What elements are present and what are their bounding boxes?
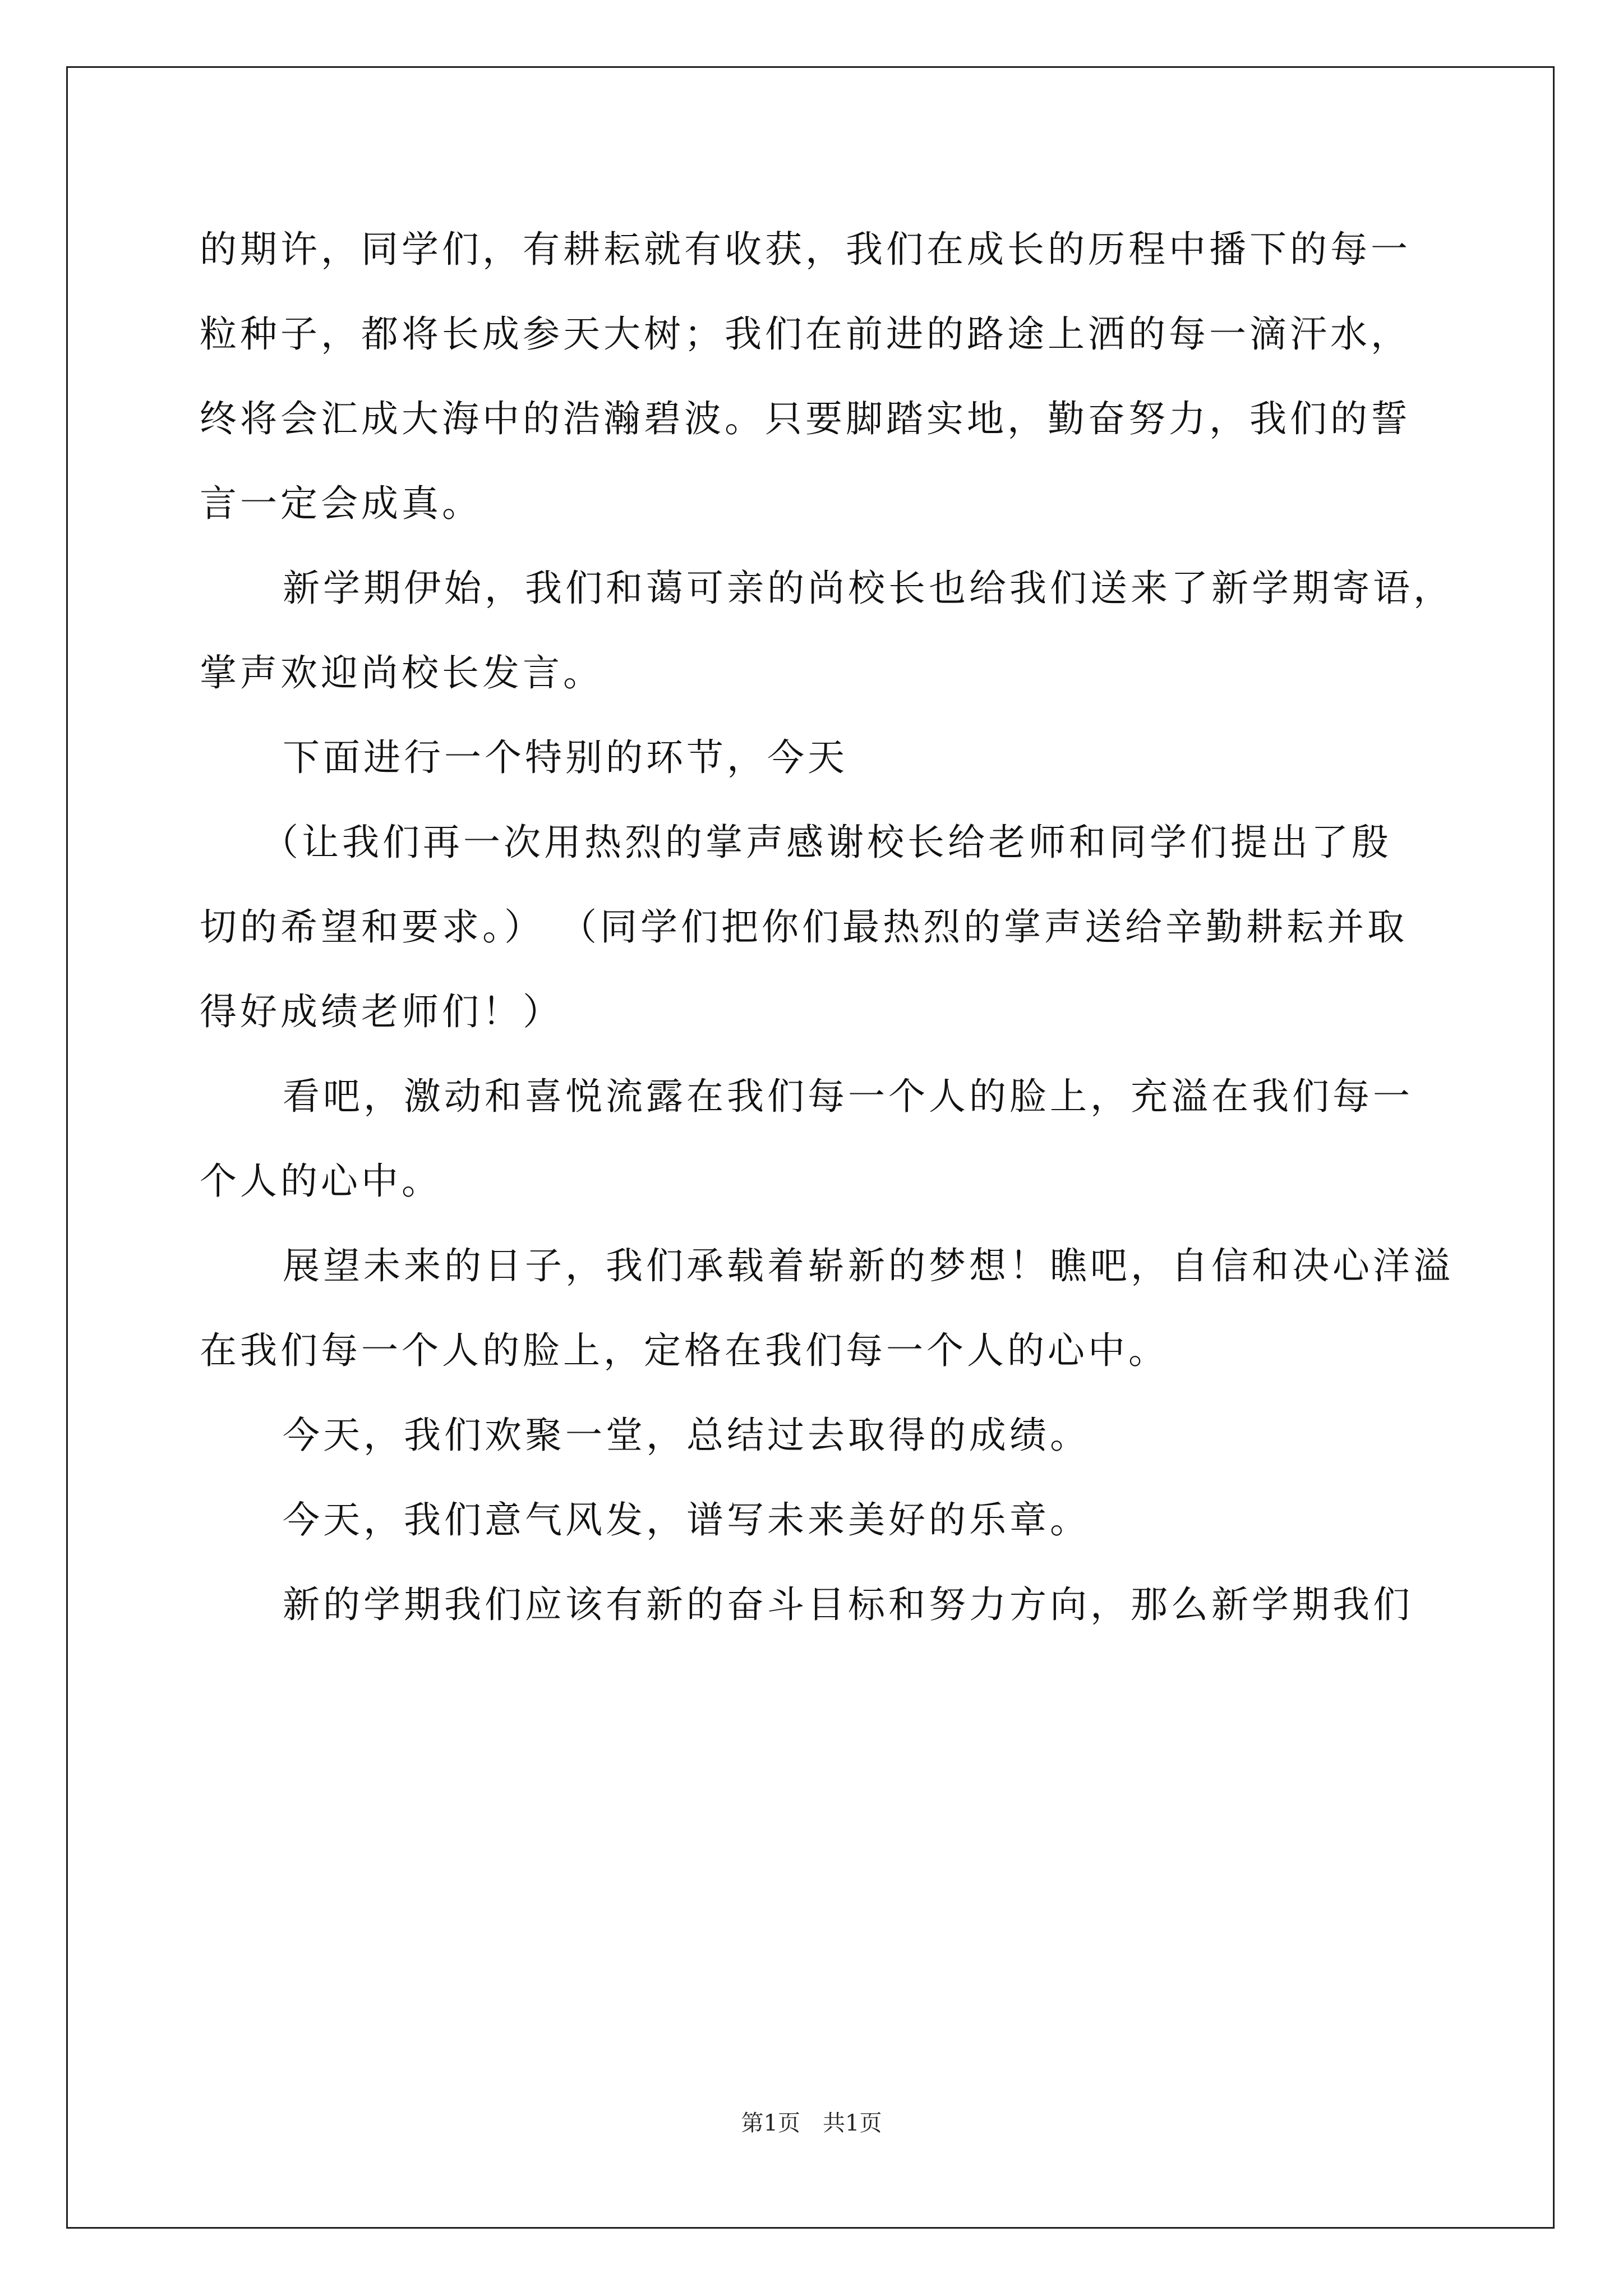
text-line: 得好成绩老师们！） [200,990,563,1033]
text-line: （让我们再一次用热烈的掌声感谢校长给老师和同学们提出了殷 [261,821,1392,864]
text-line: 展望未来的日子，我们承载着崭新的梦想！瞧吧，自信和决心洋溢 [283,1244,1454,1287]
text-line: 掌声欢迎尚校长发言。 [200,651,603,694]
text-line: 个人的心中。 [200,1159,442,1203]
text-line: 新的学期我们应该有新的奋斗目标和努力方向，那么新学期我们 [283,1583,1413,1626]
text-line: 在我们每一个人的脸上，定格在我们每一个人的心中。 [200,1329,1169,1372]
text-line: 看吧，激动和喜悦流露在我们每一个人的脸上，充溢在我们每一 [283,1075,1413,1118]
text-line: 今天，我们意气风发，谱写未来美好的乐章。 [283,1498,1090,1542]
text-line: 的期许，同学们，有耕耘就有收获，我们在成长的历程中播下的每一 [200,228,1411,271]
text-line: 下面进行一个特别的环节，今天 [283,736,848,779]
text-line: 终将会汇成大海中的浩瀚碧波。只要脚踏实地，勤奋努力，我们的誓 [200,397,1411,440]
text-line: 切的希望和要求。） （同学们把你们最热烈的掌声送给辛勤耕耘并取 [200,905,1408,949]
text-line: 今天，我们欢聚一堂，总结过去取得的成绩。 [283,1414,1090,1457]
page-border [66,66,1555,2229]
text-line: 粒种子，都将长成参天大树；我们在前进的路途上洒的每一滴汗水， [200,312,1411,356]
text-line: 言一定会成真。 [200,482,482,525]
page-footer: 第1页 共1页 [741,2110,882,2136]
text-line: 新学期伊始，我们和蔼可亲的尚校长也给我们送来了新学期寄语， [283,567,1454,610]
